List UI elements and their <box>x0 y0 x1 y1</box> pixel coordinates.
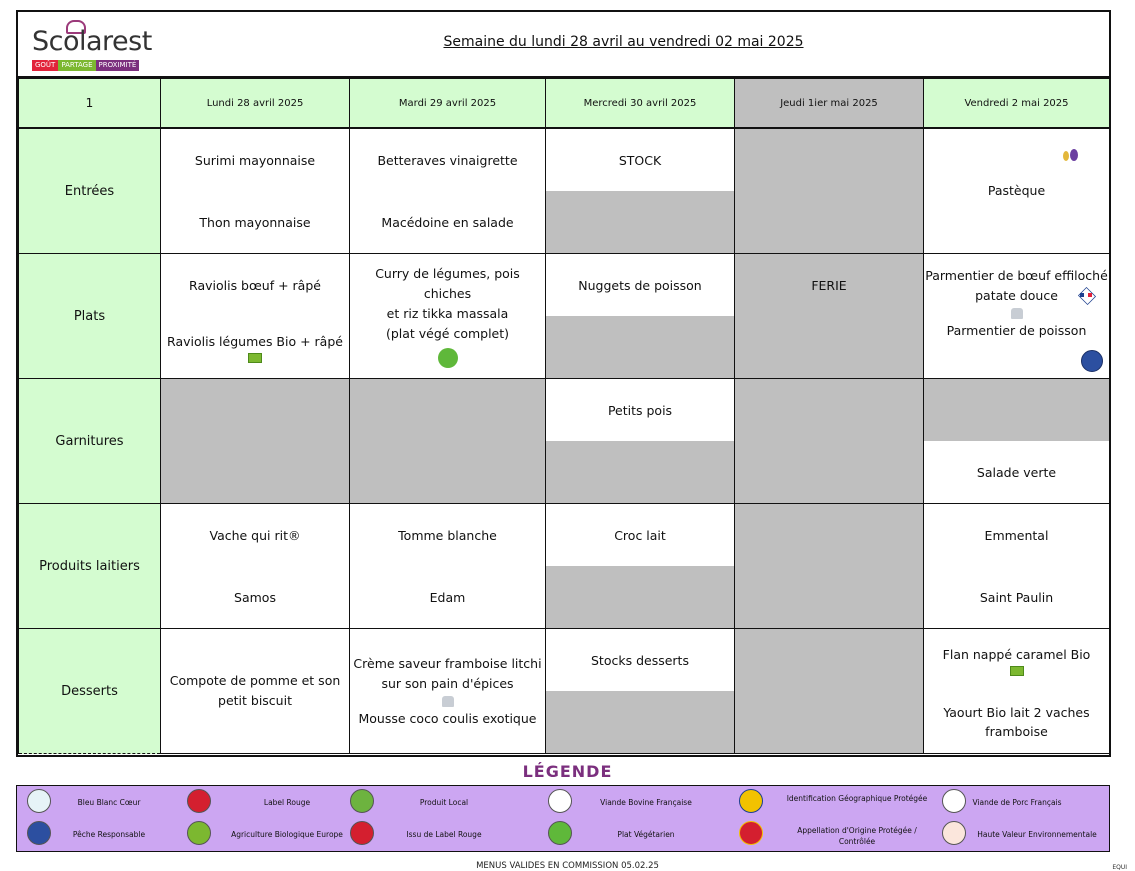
menu-item-line: Yaourt Bio lait 2 vaches <box>943 705 1090 720</box>
menu-item: Saint Paulin <box>979 589 1054 605</box>
logo-tag-gout: GOÛT <box>32 60 58 71</box>
empty-slot <box>546 316 734 378</box>
day-header-jeudi: Jeudi 1ier mai 2025 <box>735 79 924 129</box>
cell-garnitures-vendredi <box>924 379 1110 504</box>
empty-slot <box>546 441 734 503</box>
cell-laitiers-jeudi <box>735 504 924 629</box>
legend-item: Agriculture Biologique Europe <box>231 830 343 839</box>
cell-entrees-jeudi <box>735 128 924 254</box>
legend-item: Pêche Responsable <box>72 830 146 839</box>
holiday-label: FERIE <box>811 277 847 293</box>
menu-item-line: Parmentier de poisson <box>946 323 1087 338</box>
menu-item: Salade verte <box>976 464 1057 480</box>
menu-item-line: et riz tikka massala <box>386 306 509 321</box>
menu-item-wrap <box>924 691 1109 753</box>
menu-item-wrap <box>161 629 349 753</box>
menu-item-line: patate douce <box>975 288 1058 303</box>
menu-item: Vache qui rit® <box>209 527 301 543</box>
day-header-mercredi: Mercredi 30 avril 2025 <box>546 79 735 129</box>
menu-item-wrap <box>350 254 545 378</box>
row-label-desserts: Desserts <box>19 629 161 754</box>
empty-slot <box>924 379 1109 441</box>
empty-slot <box>546 691 734 753</box>
organic-leaf-icon <box>248 353 262 363</box>
row-entrees <box>19 128 1110 254</box>
cell-garnitures-mercredi <box>546 379 735 504</box>
menu-item: STOCK <box>618 152 662 168</box>
row-label-garnitures: Garnitures <box>19 379 161 504</box>
day-header-mardi: Mardi 29 avril 2025 <box>350 79 546 129</box>
menu-item: Edam <box>429 589 466 605</box>
cell-garnitures-jeudi <box>735 379 924 504</box>
footer-note: MENUS VALIDES EN COMMISSION 05.02.25 <box>476 861 659 871</box>
menu-item: Raviolis légumes Bio + râpé <box>167 333 343 349</box>
row-label-entrees: Entrées <box>19 128 161 254</box>
logo-brand: Scolarest <box>32 26 152 57</box>
top-bar <box>18 12 1109 78</box>
plat-vegetarien-icon <box>548 821 572 845</box>
legend-item: Bleu Blanc Cœur <box>77 798 141 807</box>
menu-item-line: Compote de pomme et son <box>169 673 341 688</box>
cell-laitiers-mardi <box>350 504 546 629</box>
menu-item: Croc lait <box>614 527 666 543</box>
header-row <box>19 79 1110 129</box>
legend-item: Identification Géographique Protégée <box>786 794 928 803</box>
cell-entrees-mercredi <box>546 128 735 254</box>
menu-item-line: Crème saveur framboise litchi <box>353 655 542 671</box>
legend-item: Appellation d'Origine Protégée / Contrôlée <box>797 826 917 846</box>
cell-entrees-lundi <box>161 128 350 254</box>
menu-item: Surimi mayonnaise <box>194 152 316 168</box>
menu-item-line: Curry de légumes, pois chiches <box>375 266 520 301</box>
menu-item: Pastèque <box>987 183 1046 198</box>
cell-laitiers-mercredi <box>546 504 735 629</box>
cell-desserts-mercredi <box>546 629 735 754</box>
menu-item-line: framboise <box>985 724 1048 739</box>
viande-bovine-icon <box>548 789 572 813</box>
menu-item-line: Parmentier de bœuf effiloché <box>925 268 1108 283</box>
igp-icon <box>739 789 763 813</box>
row-label-laitiers: Produits laitiers <box>19 504 161 629</box>
week-title: Semaine du lundi 28 avril au vendredi 02 mai 2025 <box>443 34 804 50</box>
label-rouge-icon <box>187 789 211 813</box>
row-produits-laitiers <box>19 504 1110 629</box>
menu-item: Emmental <box>984 527 1049 543</box>
menu-table <box>18 78 1110 754</box>
legend-item: Produit Local <box>419 798 469 807</box>
menu-item-line: sur son pain d'épices <box>381 675 514 691</box>
menu-item: Samos <box>234 589 276 605</box>
row-plats <box>19 254 1110 379</box>
menu-item-line: (plat végé complet) <box>385 326 510 341</box>
cell-desserts-lundi <box>161 629 350 754</box>
legend-title: LÉGENDE <box>522 762 613 781</box>
chef-icon <box>442 696 454 707</box>
aop-icon <box>739 821 763 845</box>
menu-item-line: Flan nappé caramel Bio <box>942 646 1091 662</box>
legend-item: Haute Valeur Environnementale <box>977 830 1097 839</box>
empty-slot <box>546 566 734 628</box>
french-beef-icon <box>1077 286 1095 304</box>
empty-slot <box>546 191 734 253</box>
legend-panel <box>16 785 1110 852</box>
cell-laitiers-lundi <box>161 504 350 629</box>
menu-item-wrap <box>924 629 1109 691</box>
cell-entrees-mardi <box>350 128 546 254</box>
legend-item: Label Rouge <box>263 798 311 807</box>
bio-europe-icon <box>187 821 211 845</box>
cell-entrees-vendredi <box>924 128 1110 254</box>
day-header-lundi: Lundi 28 avril 2025 <box>161 79 350 129</box>
legend-item: Viande de Porc Français <box>972 798 1062 807</box>
menu-item: Macédoine en salade <box>381 214 514 230</box>
menu-frame <box>16 10 1111 757</box>
menu-item: Raviolis bœuf + râpé <box>189 277 321 293</box>
menu-item: Betteraves vinaigrette <box>377 152 518 168</box>
logo-tag-partage: PARTAGE <box>58 60 95 71</box>
cell-laitiers-vendredi <box>924 504 1110 629</box>
responsible-fishing-icon <box>1081 350 1103 372</box>
corner-note: EQUI <box>1112 864 1127 871</box>
row-label-plats: Plats <box>19 254 161 379</box>
legend-item: Viande Bovine Française <box>600 798 692 807</box>
cell-plats-vendredi <box>924 254 1110 379</box>
logo-tag-proximite: PROXIMITÉ <box>96 60 140 71</box>
legend-item: Plat Végétarien <box>617 830 675 839</box>
menu-item: Tomme blanche <box>398 527 497 543</box>
logo-tagline <box>32 60 139 71</box>
menu-item: Stocks desserts <box>591 652 689 668</box>
organic-leaf-icon <box>1010 666 1024 676</box>
menu-item: Nuggets de poisson <box>578 277 702 293</box>
menu-item: Thon mayonnaise <box>199 214 311 230</box>
cell-plats-jeudi <box>735 254 924 379</box>
cell-desserts-vendredi <box>924 629 1110 754</box>
cell-plats-mardi <box>350 254 546 379</box>
menu-item-line: Mousse coco coulis exotique <box>358 710 537 726</box>
legend-item: Issu de Label Rouge <box>406 830 482 839</box>
cell-garnitures-lundi <box>161 379 350 504</box>
cell-plats-mercredi <box>546 254 735 379</box>
chef-icon <box>1011 308 1023 319</box>
cell-desserts-jeudi <box>735 629 924 754</box>
menu-item: Petits pois <box>607 402 673 418</box>
menu-item-line: petit biscuit <box>218 693 292 708</box>
vegetarian-icon <box>438 348 458 368</box>
day-header-vendredi: Vendredi 2 mai 2025 <box>924 79 1110 129</box>
menu-item-wrap <box>350 629 545 753</box>
cell-garnitures-mardi <box>350 379 546 504</box>
cell-plats-lundi <box>161 254 350 379</box>
row-desserts <box>19 629 1110 754</box>
menu-item-wrap <box>161 316 349 378</box>
row-garnitures <box>19 379 1110 504</box>
cell-desserts-mardi <box>350 629 546 754</box>
week-number: 1 <box>19 79 161 129</box>
